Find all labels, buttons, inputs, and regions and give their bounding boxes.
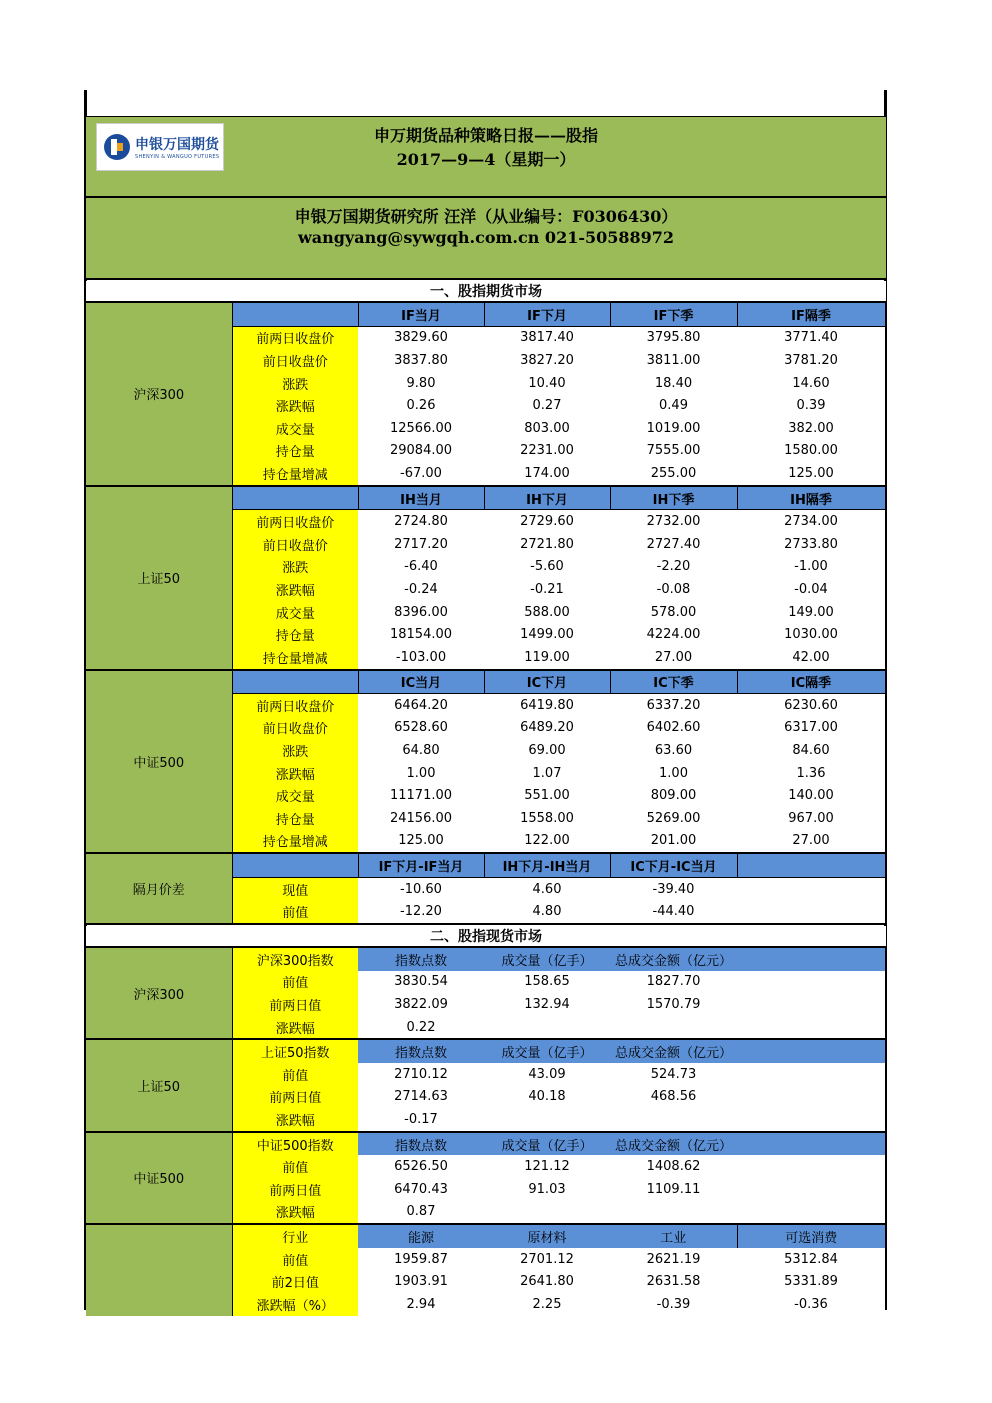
cell-value: -10.60 xyxy=(358,877,484,900)
cell-value: 578.00 xyxy=(610,601,737,624)
cell-value: 809.00 xyxy=(610,784,737,807)
cell-value: 382.00 xyxy=(737,417,885,440)
cell-value: 27.00 xyxy=(737,830,885,854)
logo-subtitle: SHENYIN & WANGUO FUTURES xyxy=(135,154,220,160)
contract-header: IH隔季 xyxy=(737,486,885,510)
cell-value: -0.24 xyxy=(358,578,484,601)
report-header xyxy=(86,116,886,198)
row-label: 前日收盘价 xyxy=(232,717,358,740)
cell-value: 6489.20 xyxy=(484,717,610,740)
cell-value: 5312.84 xyxy=(737,1248,885,1271)
cell-value: 8396.00 xyxy=(358,601,484,624)
cell-value: 174.00 xyxy=(484,462,610,486)
cell-value: 468.56 xyxy=(610,1086,737,1109)
cell-value xyxy=(737,1178,885,1201)
cell-value: 11171.00 xyxy=(358,784,484,807)
row-label: 持仓量 xyxy=(232,623,358,646)
contract-header: IC当月 xyxy=(358,670,484,694)
cell-value xyxy=(737,1201,885,1225)
cell-value: 201.00 xyxy=(610,830,737,854)
cell-value: 2714.63 xyxy=(358,1086,484,1109)
futures-table xyxy=(86,303,886,925)
cell-value: 3830.54 xyxy=(358,971,484,994)
cell-value xyxy=(484,1108,610,1132)
cell-value: 2733.80 xyxy=(737,533,885,556)
cell-value: 1499.00 xyxy=(484,623,610,646)
cell-value: -44.40 xyxy=(610,900,737,924)
index-label: 沪深300指数 xyxy=(232,948,358,971)
futures-section-title: 一、股指期货市场 xyxy=(86,281,886,303)
cell-value: 18154.00 xyxy=(358,623,484,646)
spot-header: 成交量（亿手） xyxy=(484,1132,610,1156)
cell-value: 6317.00 xyxy=(737,717,885,740)
cell-value: 1558.00 xyxy=(484,807,610,830)
cell-value: 2734.00 xyxy=(737,510,885,533)
group-label: 隔月价差 xyxy=(86,853,232,924)
row-label: 前值 xyxy=(232,1155,358,1178)
row-label: 涨跌幅 xyxy=(232,394,358,417)
cell-value: 2724.80 xyxy=(358,510,484,533)
row-label: 涨跌 xyxy=(232,739,358,762)
row-label: 成交量 xyxy=(232,417,358,440)
cell-value: 2721.80 xyxy=(484,533,610,556)
cell-value: 2717.20 xyxy=(358,533,484,556)
cell-value: 125.00 xyxy=(358,830,484,854)
row-label: 涨跌幅 xyxy=(232,578,358,601)
industry-header-row xyxy=(86,1224,885,1248)
index-label: 上证50指数 xyxy=(232,1039,358,1063)
cell-value: 6230.60 xyxy=(737,694,885,717)
cell-value: 4.80 xyxy=(484,900,610,924)
cell-value: 125.00 xyxy=(737,462,885,486)
group-label: 上证50 xyxy=(86,486,232,670)
index-label: 中证500指数 xyxy=(232,1132,358,1156)
row-label: 持仓量增减 xyxy=(232,646,358,670)
cell-value: 3817.40 xyxy=(484,326,610,349)
row-label: 涨跌 xyxy=(232,556,358,579)
row-label: 持仓量 xyxy=(232,807,358,830)
spot-header: 指数点数 xyxy=(358,1039,484,1063)
cell-value xyxy=(610,1016,737,1040)
report-title: 申万期货品种策略日报——股指 xyxy=(373,126,598,145)
header-blank xyxy=(232,670,358,694)
cell-value: 0.87 xyxy=(358,1201,484,1225)
cell-value: 14.60 xyxy=(737,372,885,395)
futures-header-row xyxy=(86,303,885,326)
cell-value: 7555.00 xyxy=(610,440,737,463)
cell-value: 3771.40 xyxy=(737,326,885,349)
cell-value: 6464.20 xyxy=(358,694,484,717)
cell-value: 3811.00 xyxy=(610,349,737,372)
spot-header-row xyxy=(86,1132,885,1156)
row-label: 前值 xyxy=(232,1248,358,1271)
spot-header xyxy=(737,1039,885,1063)
cell-value: 3829.60 xyxy=(358,326,484,349)
cell-value xyxy=(610,1201,737,1225)
cell-value: -5.60 xyxy=(484,556,610,579)
author-block xyxy=(86,198,886,280)
industry-header: 工业 xyxy=(610,1224,737,1248)
group-label: 中证500 xyxy=(86,1132,232,1224)
cell-value xyxy=(610,1108,737,1132)
cell-value: 10.40 xyxy=(484,372,610,395)
header-blank xyxy=(232,303,358,326)
cell-value: 91.03 xyxy=(484,1178,610,1201)
row-label: 前2日值 xyxy=(232,1270,358,1293)
cell-value: 9.80 xyxy=(358,372,484,395)
contract-header: IC隔季 xyxy=(737,670,885,694)
spot-header: 指数点数 xyxy=(358,1132,484,1156)
spot-table xyxy=(86,948,885,1316)
cell-value: 69.00 xyxy=(484,739,610,762)
cell-value xyxy=(737,877,885,900)
spot-header: 总成交金额（亿元） xyxy=(610,1132,737,1156)
cell-value: 6419.80 xyxy=(484,694,610,717)
cell-value: 967.00 xyxy=(737,807,885,830)
spread-header-row xyxy=(86,853,885,877)
cell-value: -0.21 xyxy=(484,578,610,601)
industry-label: 行业 xyxy=(232,1224,358,1248)
cell-value: 1.07 xyxy=(484,762,610,785)
row-label: 现值 xyxy=(232,877,358,900)
cell-value: 1.00 xyxy=(358,762,484,785)
cell-value: 24156.00 xyxy=(358,807,484,830)
cell-value: 2631.58 xyxy=(610,1270,737,1293)
cell-value: 6402.60 xyxy=(610,717,737,740)
row-label: 前值 xyxy=(232,971,358,994)
cell-value: 29084.00 xyxy=(358,440,484,463)
cell-value: 2.25 xyxy=(484,1293,610,1316)
cell-value: 3837.80 xyxy=(358,349,484,372)
cell-value: -6.40 xyxy=(358,556,484,579)
row-label: 持仓量增减 xyxy=(232,462,358,486)
spread-header: IC下月-IC当月 xyxy=(610,853,737,877)
cell-value: 6470.43 xyxy=(358,1178,484,1201)
spread-header: IH下月-IH当月 xyxy=(484,853,610,877)
cell-value: 43.09 xyxy=(484,1063,610,1086)
cell-value xyxy=(737,1086,885,1109)
cell-value: 803.00 xyxy=(484,417,610,440)
cell-value xyxy=(737,1063,885,1086)
cell-value: 588.00 xyxy=(484,601,610,624)
cell-value: 1030.00 xyxy=(737,623,885,646)
cell-value: 140.00 xyxy=(737,784,885,807)
industry-header: 原材料 xyxy=(484,1224,610,1248)
cell-value: 122.00 xyxy=(484,830,610,854)
cell-value: 27.00 xyxy=(610,646,737,670)
cell-value: 1019.00 xyxy=(610,417,737,440)
row-label: 前值 xyxy=(232,900,358,924)
cell-value: 0.39 xyxy=(737,394,885,417)
row-label: 前两日收盘价 xyxy=(232,510,358,533)
cell-value: -0.04 xyxy=(737,578,885,601)
row-label: 成交量 xyxy=(232,601,358,624)
cell-value: 2727.40 xyxy=(610,533,737,556)
spot-header-row xyxy=(86,948,885,971)
row-label: 涨跌幅（%） xyxy=(232,1293,358,1316)
header-blank xyxy=(232,853,358,877)
contract-header: IF下季 xyxy=(610,303,737,326)
contract-header: IF隔季 xyxy=(737,303,885,326)
cell-value: -0.36 xyxy=(737,1293,885,1316)
spot-header: 指数点数 xyxy=(358,948,484,971)
cell-value xyxy=(737,993,885,1016)
cell-value: -12.20 xyxy=(358,900,484,924)
cell-value: 40.18 xyxy=(484,1086,610,1109)
row-label: 涨跌幅 xyxy=(232,1016,358,1040)
spot-header: 成交量（亿手） xyxy=(484,948,610,971)
contract-header: IF下月 xyxy=(484,303,610,326)
cell-value: 1109.11 xyxy=(610,1178,737,1201)
cell-value xyxy=(737,1016,885,1040)
cell-value: 6528.60 xyxy=(358,717,484,740)
cell-value: -39.40 xyxy=(610,877,737,900)
author-line: 申银万国期货研究所 汪洋（从业编号：F0306430） xyxy=(294,207,678,226)
spread-header xyxy=(737,853,885,877)
cell-value: -0.08 xyxy=(610,578,737,601)
cell-value: 2231.00 xyxy=(484,440,610,463)
cell-value: 121.12 xyxy=(484,1155,610,1178)
cell-value: 1408.62 xyxy=(610,1155,737,1178)
cell-value: 0.49 xyxy=(610,394,737,417)
group-label: 中证500 xyxy=(86,670,232,854)
cell-value: 2701.12 xyxy=(484,1248,610,1271)
cell-value: 2729.60 xyxy=(484,510,610,533)
report-date: 2017—9—4（星期一） xyxy=(396,150,576,169)
cell-value xyxy=(737,900,885,924)
row-label: 前值 xyxy=(232,1063,358,1086)
row-label: 涨跌幅 xyxy=(232,762,358,785)
spot-header xyxy=(737,948,885,971)
cell-value: 2641.80 xyxy=(484,1270,610,1293)
cell-value: 551.00 xyxy=(484,784,610,807)
cell-value: 4.60 xyxy=(484,877,610,900)
row-label: 前日收盘价 xyxy=(232,349,358,372)
row-label: 前日收盘价 xyxy=(232,533,358,556)
cell-value: 6526.50 xyxy=(358,1155,484,1178)
cell-value: -103.00 xyxy=(358,646,484,670)
contract-header: IH下季 xyxy=(610,486,737,510)
cell-value: 524.73 xyxy=(610,1063,737,1086)
row-label: 持仓量 xyxy=(232,440,358,463)
cell-value: 3827.20 xyxy=(484,349,610,372)
cell-value xyxy=(484,1201,610,1225)
cell-value xyxy=(737,971,885,994)
group-label: 沪深300 xyxy=(86,303,232,486)
cell-value: 12566.00 xyxy=(358,417,484,440)
cell-value xyxy=(737,1108,885,1132)
contract-header: IC下季 xyxy=(610,670,737,694)
cell-value: 1580.00 xyxy=(737,440,885,463)
row-label: 前两日收盘价 xyxy=(232,694,358,717)
cell-value: 2621.19 xyxy=(610,1248,737,1271)
cell-value: 3822.09 xyxy=(358,993,484,1016)
cell-value xyxy=(484,1016,610,1040)
cell-value: 149.00 xyxy=(737,601,885,624)
group-label: 上证50 xyxy=(86,1039,232,1131)
cell-value: 0.27 xyxy=(484,394,610,417)
spot-header-row xyxy=(86,1039,885,1063)
cell-value: -0.17 xyxy=(358,1108,484,1132)
spot-header xyxy=(737,1132,885,1156)
cell-value: 5331.89 xyxy=(737,1270,885,1293)
cell-value: 64.80 xyxy=(358,739,484,762)
cell-value: 42.00 xyxy=(737,646,885,670)
cell-value: 1570.79 xyxy=(610,993,737,1016)
cell-value: 1.36 xyxy=(737,762,885,785)
contract-header: IC下月 xyxy=(484,670,610,694)
cell-value: 255.00 xyxy=(610,462,737,486)
spot-section-title: 二、股指现货市场 xyxy=(86,926,886,948)
cell-value: 1903.91 xyxy=(358,1270,484,1293)
cell-value: 84.60 xyxy=(737,739,885,762)
cell-value: 2.94 xyxy=(358,1293,484,1316)
contract-header: IH下月 xyxy=(484,486,610,510)
contract-header: IH当月 xyxy=(358,486,484,510)
cell-value: -67.00 xyxy=(358,462,484,486)
contact-line: wangyang@sywgqh.com.cn 021-50588972 xyxy=(297,228,675,247)
spread-header: IF下月-IF当月 xyxy=(358,853,484,877)
industry-header: 能源 xyxy=(358,1224,484,1248)
cell-value: 119.00 xyxy=(484,646,610,670)
spot-header: 总成交金额（亿元） xyxy=(610,1039,737,1063)
group-label: 沪深300 xyxy=(86,948,232,1039)
row-label: 成交量 xyxy=(232,784,358,807)
cell-value: 2732.00 xyxy=(610,510,737,533)
cell-value: 3795.80 xyxy=(610,326,737,349)
futures-header-row xyxy=(86,670,885,694)
cell-value: 1.00 xyxy=(610,762,737,785)
row-label: 涨跌幅 xyxy=(232,1108,358,1132)
cell-value: 132.94 xyxy=(484,993,610,1016)
spot-header: 总成交金额（亿元） xyxy=(610,948,737,971)
row-label: 涨跌幅 xyxy=(232,1201,358,1225)
row-label: 前两日值 xyxy=(232,993,358,1016)
cell-value: 18.40 xyxy=(610,372,737,395)
cell-value: 5269.00 xyxy=(610,807,737,830)
row-label: 前两日值 xyxy=(232,1086,358,1109)
spot-header: 成交量（亿手） xyxy=(484,1039,610,1063)
cell-value: 63.60 xyxy=(610,739,737,762)
cell-value: 158.65 xyxy=(484,971,610,994)
row-label: 前两日收盘价 xyxy=(232,326,358,349)
cell-value: 3781.20 xyxy=(737,349,885,372)
row-label: 前两日值 xyxy=(232,1178,358,1201)
industry-header: 可选消费 xyxy=(737,1224,885,1248)
cell-value: 0.26 xyxy=(358,394,484,417)
cell-value: 2710.12 xyxy=(358,1063,484,1086)
cell-value: -2.20 xyxy=(610,556,737,579)
logo-name: 申银万国期货 xyxy=(135,137,219,153)
futures-header-row xyxy=(86,486,885,510)
cell-value: 1959.87 xyxy=(358,1248,484,1271)
cell-value: -1.00 xyxy=(737,556,885,579)
row-label: 持仓量增减 xyxy=(232,830,358,854)
header-blank xyxy=(232,486,358,510)
cell-value: -0.39 xyxy=(610,1293,737,1316)
cell-value: 1827.70 xyxy=(610,971,737,994)
cell-value xyxy=(737,1155,885,1178)
cell-value: 0.22 xyxy=(358,1016,484,1040)
group-label xyxy=(86,1224,232,1315)
cell-value: 4224.00 xyxy=(610,623,737,646)
row-label: 涨跌 xyxy=(232,372,358,395)
cell-value: 6337.20 xyxy=(610,694,737,717)
contract-header: IF当月 xyxy=(358,303,484,326)
